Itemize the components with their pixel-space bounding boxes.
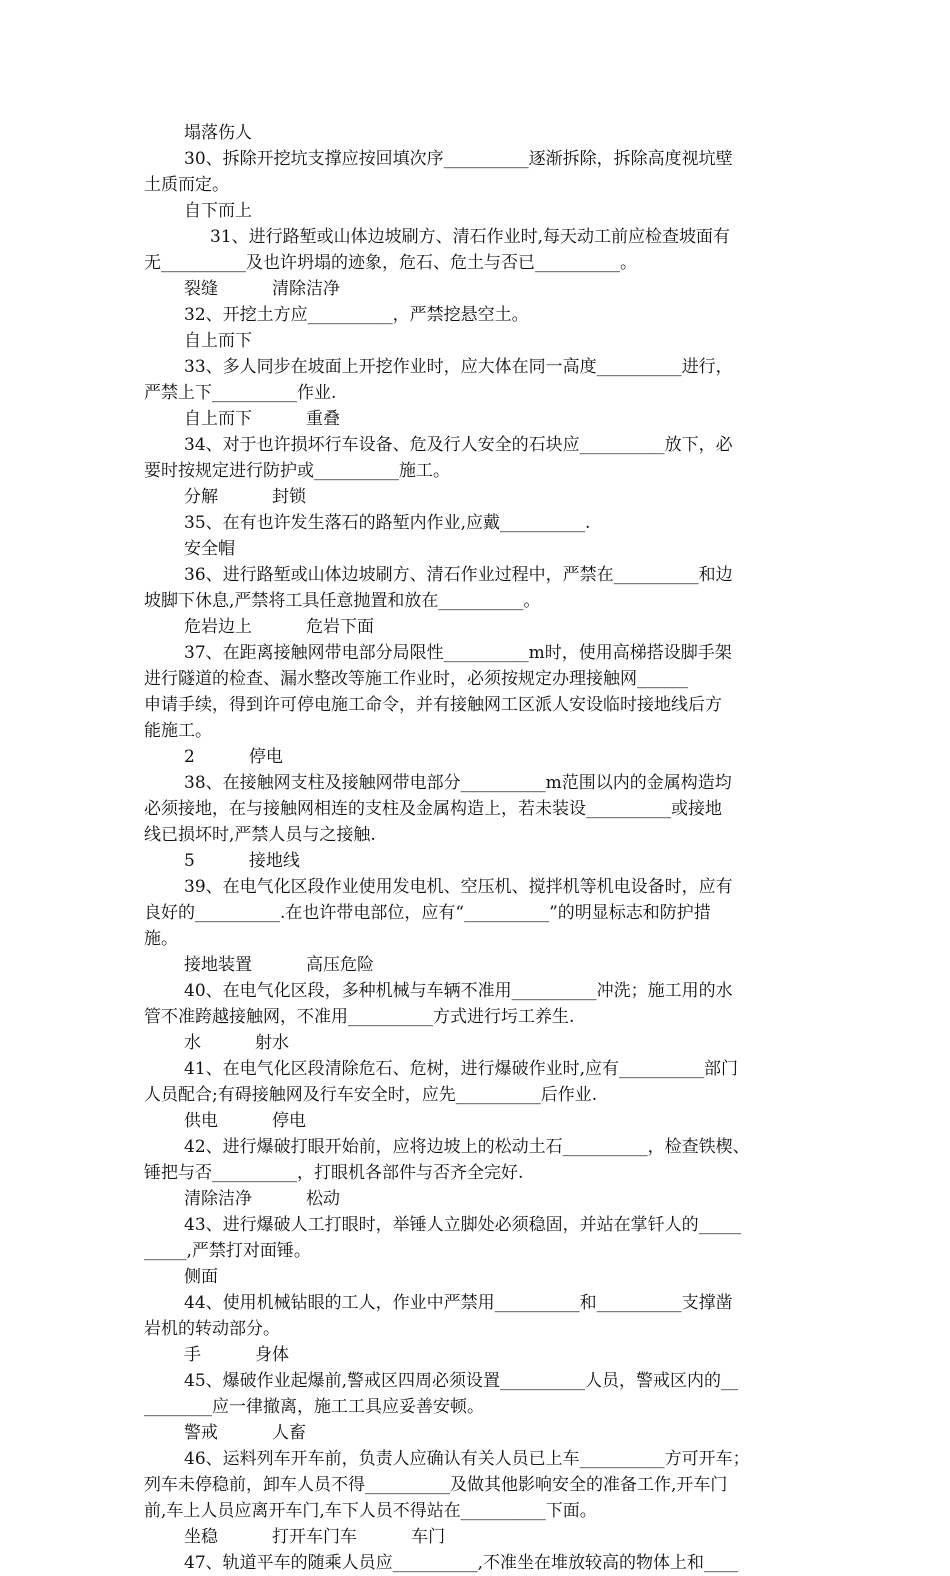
question-line: 35、在有也许发生落石的路堑内作业,应戴__________. (184, 513, 591, 533)
continuation-line: 必须接地，在与接触网相连的支柱及金属构造上，若未装设__________或接地 (144, 799, 722, 819)
continuation-line: 申请手续，得到许可停电施工命令，并有接触网工区派人安设临时接地线后方 (144, 695, 722, 715)
answer-line: 自上而下 重叠 (184, 409, 341, 429)
question-line: 34、对于也许损坏行车设备、危及行人安全的石块应__________放下，必 (184, 435, 733, 455)
answer-line: 2 停电 (184, 747, 283, 767)
continuation-line: 要时按规定进行防护或__________施工。 (144, 461, 450, 481)
question-line: 46、运料列车开车前，负责人应确认有关人员已上车__________方可开车； (184, 1449, 750, 1469)
continuation-line: 坡脚下休息,严禁将工具任意抛置和放在__________。 (144, 591, 541, 611)
continuation-line: 人员配合;有碍接触网及行车安全时，应先__________后作业. (144, 1085, 598, 1105)
answer-line: 自下而上 (184, 201, 252, 221)
question-line: 39、在电气化区段作业使用发电机、空压机、搅拌机等机电设备时，应有 (184, 877, 733, 897)
answer-line: 清除洁净 松动 (184, 1189, 341, 1209)
answer-line: 裂缝 清除洁净 (184, 279, 341, 299)
answer-line: 危岩边上 危岩下面 (184, 617, 375, 637)
question-line: 42、进行爆破打眼开始前，应将边坡上的松动土石__________，检查铁楔、 (184, 1137, 750, 1157)
question-line: 47、轨道平车的随乘人员应__________,不准坐在堆放较高的物体上和____ (184, 1553, 739, 1573)
answer-line: 接地装置 高压危险 (184, 955, 375, 975)
answer-line: 水 射水 (184, 1033, 290, 1053)
question-line: 40、在电气化区段，多种机械与车辆不准用__________冲洗；施工用的水 (184, 981, 733, 1001)
answer-line: 安全帽 (184, 539, 235, 559)
question-line: 45、爆破作业起爆前,警戒区四周必须设置__________人员，警戒区内的__ (184, 1371, 739, 1391)
question-line: 41、在电气化区段清除危石、危树，进行爆破作业时,应有__________部门 (184, 1059, 739, 1079)
answer-line: 自上而下 (184, 331, 252, 351)
continuation-line: 无__________及也许坍塌的迹象，危石、危土与否已__________。 (144, 253, 637, 273)
question-line: 31、进行路堑或山体边坡刷方、清石作业时,每天动工前应检查坡面有 (210, 227, 731, 247)
answer-line: 5 接地线 (184, 851, 300, 871)
answer-line: 坐稳 打开车门车 车门 (184, 1527, 446, 1547)
answer-line: 分解 封锁 (184, 487, 307, 507)
continuation-line: 施。 (144, 929, 178, 949)
continuation-line: 良好的__________.在也许带电部位，应有“__________”的明显标志和防护措 (144, 903, 711, 923)
question-line: 44、使用机械钻眼的工人，作业中严禁用__________和__________支撑凿 (184, 1293, 733, 1313)
question-line: 36、进行路堑或山体边坡刷方、清石作业过程中，严禁在__________和边 (184, 565, 733, 585)
question-line: 32、开挖土方应__________，严禁挖悬空土。 (184, 305, 529, 325)
continuation-line: 岩机的转动部分。 (144, 1319, 280, 1339)
continuation-line: 严禁上下__________作业. (144, 383, 337, 403)
document-body (144, 120, 812, 1576)
answer-line: 供电 停电 (184, 1111, 307, 1131)
question-line: 30、拆除开挖坑支撑应按回填次序__________逐渐拆除，拆除高度视坑壁 (184, 149, 733, 169)
question-line: 33、多人同步在坡面上开挖作业时，应大体在同一高度__________进行， (184, 357, 733, 377)
continuation-line: 锤把与否__________，打眼机各部件与否齐全完好. (144, 1163, 524, 1183)
answer-line: 侧面 (184, 1267, 218, 1287)
answer-line: 警戒 人畜 (184, 1423, 307, 1443)
continuation-line: 列车未停稳前，卸车人员不得__________及做其他影响安全的准备工作,开车门 (144, 1475, 728, 1495)
answer-line: 手 身体 (184, 1345, 290, 1365)
continuation-line: 能施工。 (144, 721, 212, 741)
question-line: 38、在接触网支柱及接触网带电部分__________m范围以内的金属构造均 (184, 773, 732, 793)
continuation-line: 管不准跨越接触网，不准用__________方式进行圬工养生. (144, 1007, 575, 1027)
question-line: 43、进行爆破人工打眼时，举锤人立脚处必须稳固，并站在掌钎人的_____ (184, 1215, 742, 1235)
continuation-line: 土质而定。 (144, 175, 229, 195)
answer-line: 塌落伤人 (184, 123, 252, 143)
continuation-line: 前,车上人员应离开车门,车下人员不得站在__________下面。 (144, 1501, 597, 1521)
continuation-line: ________应一律撤离，施工工具应妥善安顿。 (144, 1397, 484, 1417)
continuation-line: _____,严禁打对面锤。 (144, 1241, 311, 1261)
continuation-line: 线已损坏时,严禁人员与之接触. (144, 825, 376, 845)
question-line: 37、在距离接触网带电部分局限性__________m时，使用高梯搭设脚手架 (184, 643, 732, 663)
continuation-line: 进行隧道的检查、漏水整改等施工作业时，必须按规定办理接触网______ (144, 669, 688, 689)
